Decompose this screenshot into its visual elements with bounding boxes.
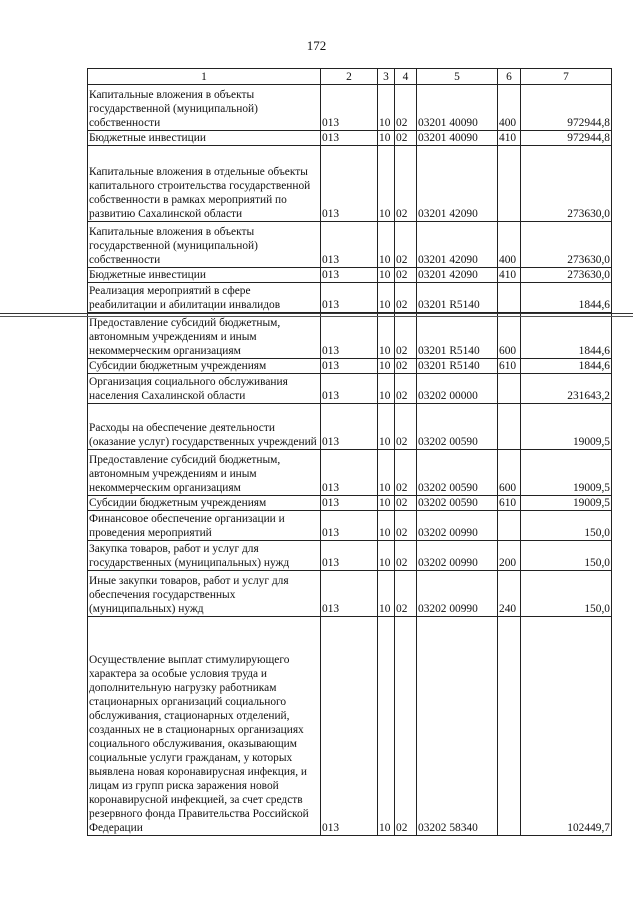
row-section: 10 — [378, 511, 395, 541]
row-code: 013 — [321, 268, 378, 283]
table-row — [88, 268, 612, 283]
row-code: 013 — [321, 571, 378, 617]
table-row — [88, 374, 612, 404]
row-section: 10 — [378, 131, 395, 146]
row-amount: 273630,0 — [521, 146, 612, 222]
row-amount: 972944,8 — [521, 131, 612, 146]
row-name: Капитальные вложения в отдельные объекты капитального строительства государственной собственности в рамках мероприятий по развитию Сахалинской области — [88, 146, 321, 222]
row-code: 013 — [321, 313, 378, 359]
row-expense-kind — [498, 374, 521, 404]
row-subsection: 02 — [395, 313, 417, 359]
strikethrough-line — [0, 316, 633, 317]
row-name: Финансовое обеспечение организации и проведения мероприятий — [88, 511, 321, 541]
row-expense-kind — [498, 146, 521, 222]
row-code: 013 — [321, 283, 378, 313]
table-row — [88, 222, 612, 268]
row-expense-kind — [498, 404, 521, 450]
row-amount: 273630,0 — [521, 268, 612, 283]
row-target-code: 03201 R5140 — [417, 313, 498, 359]
row-section: 10 — [378, 313, 395, 359]
row-name: Бюджетные инвестиции — [88, 131, 321, 146]
row-name: Предоставление субсидий бюджетным, автономным учреждениям и иным некоммерческим организациям — [88, 313, 321, 359]
row-amount: 19009,5 — [521, 450, 612, 496]
table-row — [88, 541, 612, 571]
column-header-2: 2 — [321, 69, 378, 85]
row-name: Капитальные вложения в объекты государственной (муниципальной) собственности — [88, 85, 321, 131]
row-expense-kind: 400 — [498, 85, 521, 131]
row-name: Субсидии бюджетным учреждениям — [88, 496, 321, 511]
row-expense-kind: 400 — [498, 222, 521, 268]
row-name: Осуществление выплат стимулирующего характера за особые условия труда и дополнительную нагрузку работникам стационарных организаций социального обслуживания, стационарных отделений, созданных не в стационарных организациях социального обслуживания, оказывающим социальные услуги гражданам, у которых выявлена новая коронавирусная инфекция, и лицам из групп риска заражения новой коронавирусной инфекцией, за счет средств резервного фонда Правительства Российской Федерации — [88, 617, 321, 836]
row-name: Субсидии бюджетным учреждениям — [88, 359, 321, 374]
table-row — [88, 404, 612, 450]
row-code: 013 — [321, 496, 378, 511]
row-amount: 1844,6 — [521, 313, 612, 359]
row-target-code: 03202 00000 — [417, 374, 498, 404]
row-section: 10 — [378, 85, 395, 131]
row-name: Бюджетные инвестиции — [88, 268, 321, 283]
row-expense-kind: 610 — [498, 496, 521, 511]
row-expense-kind: 610 — [498, 359, 521, 374]
table-row — [88, 313, 612, 359]
row-name: Предоставление субсидий бюджетным, автономным учреждениям и иным некоммерческим организациям — [88, 450, 321, 496]
column-header-7: 7 — [521, 69, 612, 85]
row-section: 10 — [378, 146, 395, 222]
row-code: 013 — [321, 146, 378, 222]
table-row — [88, 359, 612, 374]
row-name: Капитальные вложения в объекты государственной (муниципальной) собственности — [88, 222, 321, 268]
row-code: 013 — [321, 85, 378, 131]
row-name: Закупка товаров, работ и услуг для государственных (муниципальных) нужд — [88, 541, 321, 571]
row-expense-kind: 200 — [498, 541, 521, 571]
row-section: 10 — [378, 222, 395, 268]
column-header-5: 5 — [417, 69, 498, 85]
row-target-code: 03201 R5140 — [417, 283, 498, 313]
row-expense-kind: 410 — [498, 268, 521, 283]
row-subsection: 02 — [395, 496, 417, 511]
row-target-code: 03202 00990 — [417, 511, 498, 541]
row-subsection: 02 — [395, 617, 417, 836]
row-target-code: 03201 R5140 — [417, 359, 498, 374]
table-row — [88, 450, 612, 496]
row-target-code: 03201 40090 — [417, 85, 498, 131]
row-name: Иные закупки товаров, работ и услуг для обеспечения государственных (муниципальных) нужд — [88, 571, 321, 617]
row-target-code: 03202 00590 — [417, 404, 498, 450]
row-name: Реализация мероприятий в сфере реабилитации и абилитации инвалидов — [88, 283, 321, 313]
row-amount: 19009,5 — [521, 496, 612, 511]
row-target-code: 03202 00590 — [417, 496, 498, 511]
row-amount: 150,0 — [521, 571, 612, 617]
row-section: 10 — [378, 571, 395, 617]
row-subsection: 02 — [395, 404, 417, 450]
row-subsection: 02 — [395, 541, 417, 571]
row-target-code: 03202 58340 — [417, 617, 498, 836]
row-subsection: 02 — [395, 222, 417, 268]
table-row — [88, 496, 612, 511]
row-name: Расходы на обеспечение деятельности (оказание услуг) государственных учреждений — [88, 404, 321, 450]
row-expense-kind: 600 — [498, 450, 521, 496]
row-amount: 1844,6 — [521, 359, 612, 374]
budget-table — [87, 68, 612, 836]
row-target-code: 03202 00990 — [417, 541, 498, 571]
table-header-row — [88, 69, 612, 85]
table-row — [88, 131, 612, 146]
row-code: 013 — [321, 131, 378, 146]
row-code: 013 — [321, 541, 378, 571]
row-code: 013 — [321, 511, 378, 541]
row-subsection: 02 — [395, 374, 417, 404]
row-code: 013 — [321, 404, 378, 450]
row-amount: 150,0 — [521, 511, 612, 541]
row-expense-kind — [498, 617, 521, 836]
row-target-code: 03201 42090 — [417, 268, 498, 283]
row-target-code: 03201 42090 — [417, 222, 498, 268]
row-amount: 19009,5 — [521, 404, 612, 450]
row-expense-kind — [498, 283, 521, 313]
row-subsection: 02 — [395, 450, 417, 496]
row-name: Организация социального обслуживания населения Сахалинской области — [88, 374, 321, 404]
row-expense-kind: 600 — [498, 313, 521, 359]
table-row — [88, 511, 612, 541]
row-code: 013 — [321, 359, 378, 374]
row-section: 10 — [378, 404, 395, 450]
row-code: 013 — [321, 617, 378, 836]
table-row — [88, 283, 612, 313]
row-subsection: 02 — [395, 511, 417, 541]
row-target-code: 03202 00590 — [417, 450, 498, 496]
row-amount: 231643,2 — [521, 374, 612, 404]
page-number: 172 — [306, 38, 327, 53]
table-row — [88, 85, 612, 131]
table-row — [88, 617, 612, 836]
column-header-1: 1 — [88, 69, 321, 85]
row-subsection: 02 — [395, 146, 417, 222]
row-amount: 972944,8 — [521, 85, 612, 131]
row-expense-kind: 240 — [498, 571, 521, 617]
row-target-code: 03201 40090 — [417, 131, 498, 146]
row-target-code: 03201 42090 — [417, 146, 498, 222]
row-section: 10 — [378, 496, 395, 511]
row-expense-kind — [498, 511, 521, 541]
row-subsection: 02 — [395, 268, 417, 283]
row-subsection: 02 — [395, 85, 417, 131]
strikethrough-line — [0, 313, 633, 314]
row-target-code: 03202 00990 — [417, 571, 498, 617]
row-section: 10 — [378, 374, 395, 404]
row-amount: 150,0 — [521, 541, 612, 571]
row-amount: 102449,7 — [521, 617, 612, 836]
row-section: 10 — [378, 283, 395, 313]
row-section: 10 — [378, 268, 395, 283]
column-header-3: 3 — [378, 69, 395, 85]
row-code: 013 — [321, 450, 378, 496]
row-subsection: 02 — [395, 131, 417, 146]
table-row — [88, 571, 612, 617]
table-row — [88, 146, 612, 222]
row-section: 10 — [378, 617, 395, 836]
row-code: 013 — [321, 374, 378, 404]
row-section: 10 — [378, 541, 395, 571]
row-section: 10 — [378, 450, 395, 496]
row-amount: 1844,6 — [521, 283, 612, 313]
column-header-4: 4 — [395, 69, 417, 85]
row-subsection: 02 — [395, 283, 417, 313]
row-expense-kind: 410 — [498, 131, 521, 146]
row-section: 10 — [378, 359, 395, 374]
row-code: 013 — [321, 222, 378, 268]
column-header-6: 6 — [498, 69, 521, 85]
row-subsection: 02 — [395, 571, 417, 617]
row-amount: 273630,0 — [521, 222, 612, 268]
row-subsection: 02 — [395, 359, 417, 374]
